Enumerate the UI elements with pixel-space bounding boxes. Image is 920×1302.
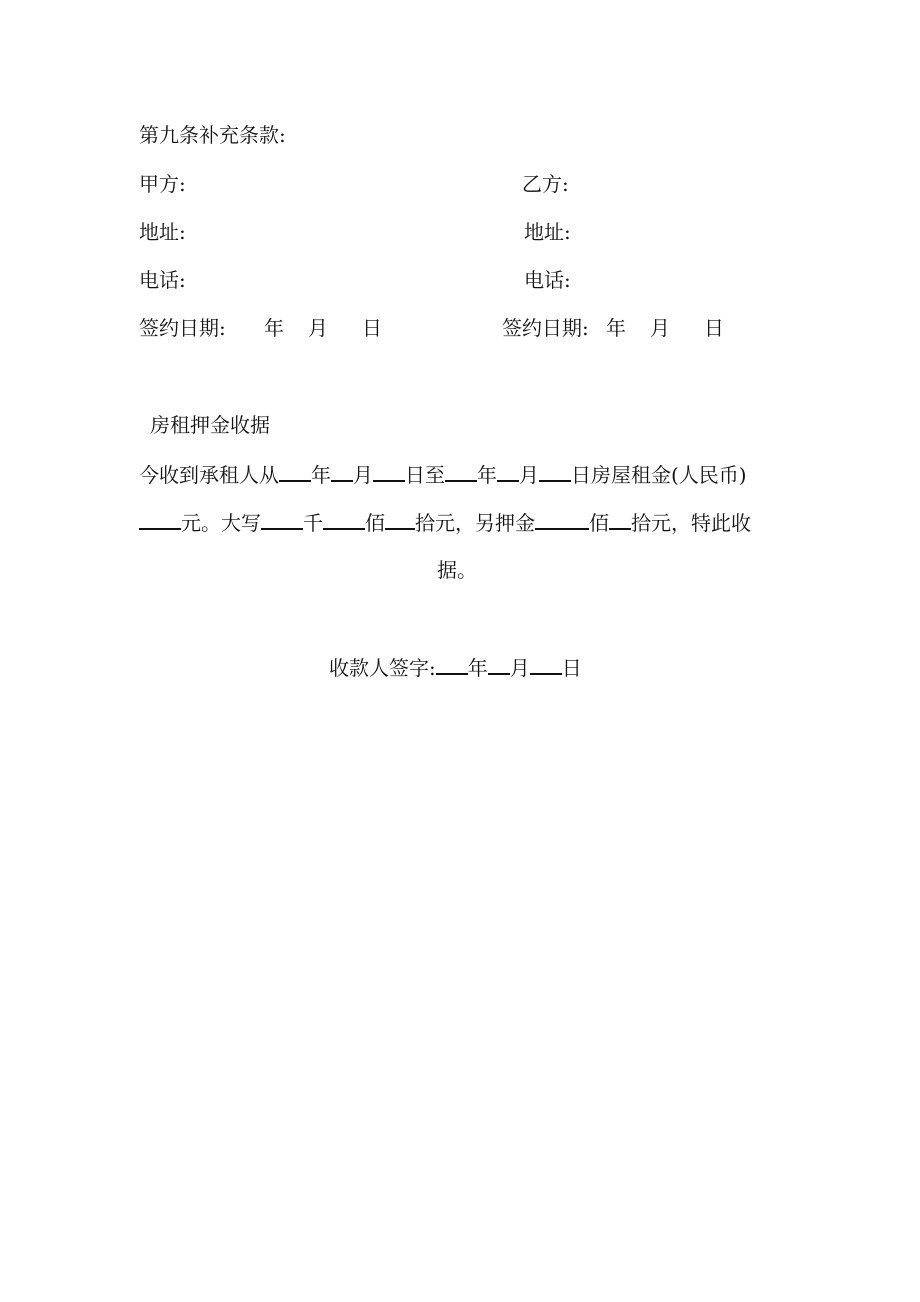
receipt-line-1-text-2: 年 — [311, 463, 331, 487]
blank-start-month — [331, 462, 353, 482]
party-b-month: 月 — [650, 316, 670, 340]
payee-sign-month: 月 — [509, 656, 530, 680]
party-a-phone-label: 电话: — [139, 268, 186, 292]
blank-start-year — [279, 462, 311, 482]
payee-signature-label: 收款人签字: — [329, 656, 436, 680]
party-b-address-label: 地址: — [524, 220, 571, 244]
blank-sign-year — [436, 655, 468, 675]
payee-signature-line — [329, 655, 582, 680]
blank-deposit-tens — [609, 510, 631, 530]
receipt-line-1-text-7: 日房屋租金(人民币) — [571, 463, 747, 487]
receipt-line-1-text-3: 月 — [353, 463, 373, 487]
party-a-month: 月 — [308, 316, 328, 340]
receipt-line-2-text-1: 元。大写 — [181, 511, 261, 535]
receipt-line-3: 据。 — [437, 558, 477, 582]
receipt-line-2-text-3: 佰 — [365, 511, 385, 535]
blank-tens — [385, 510, 415, 530]
receipt-line-2-text-4: 拾元，另押金 — [415, 511, 535, 535]
party-b-year: 年 — [606, 316, 626, 340]
party-b-phone-label: 电话: — [524, 268, 571, 292]
receipt-line-1-text-6: 月 — [519, 463, 539, 487]
receipt-line-2-text-5: 佰 — [589, 511, 609, 535]
party-a-label: 甲方: — [139, 172, 186, 196]
payee-sign-day: 日 — [561, 656, 582, 680]
blank-thousands — [261, 510, 303, 530]
blank-sign-day — [530, 655, 562, 675]
blank-deposit-hundreds — [535, 510, 589, 530]
receipt-title: 房租押金收据 — [150, 413, 270, 437]
party-b-label: 乙方: — [522, 172, 569, 196]
receipt-line-1-text-4: 日至 — [405, 463, 445, 487]
receipt-line-1-text-5: 年 — [477, 463, 497, 487]
blank-end-day — [539, 462, 571, 482]
party-a-year: 年 — [264, 316, 284, 340]
party-b-sign-date-label: 签约日期: — [502, 316, 589, 340]
party-a-address-label: 地址: — [139, 220, 186, 244]
party-a-sign-date-label: 签约日期: — [139, 316, 226, 340]
receipt-line-2 — [139, 510, 751, 535]
party-a-day: 日 — [362, 316, 382, 340]
blank-start-day — [373, 462, 405, 482]
party-b-day: 日 — [704, 316, 724, 340]
blank-end-month — [497, 462, 519, 482]
blank-rent-amount — [139, 510, 181, 530]
receipt-line-1 — [139, 462, 747, 487]
blank-hundreds — [323, 510, 365, 530]
blank-sign-month — [488, 655, 510, 675]
receipt-line-2-text-2: 千 — [303, 511, 323, 535]
blank-end-year — [445, 462, 477, 482]
clause-title: 第九条补充条款: — [139, 123, 286, 147]
receipt-line-1-text-1: 今收到承租人从 — [139, 463, 279, 487]
receipt-line-2-text-6: 拾元，特此收 — [631, 511, 751, 535]
payee-sign-year: 年 — [467, 656, 488, 680]
